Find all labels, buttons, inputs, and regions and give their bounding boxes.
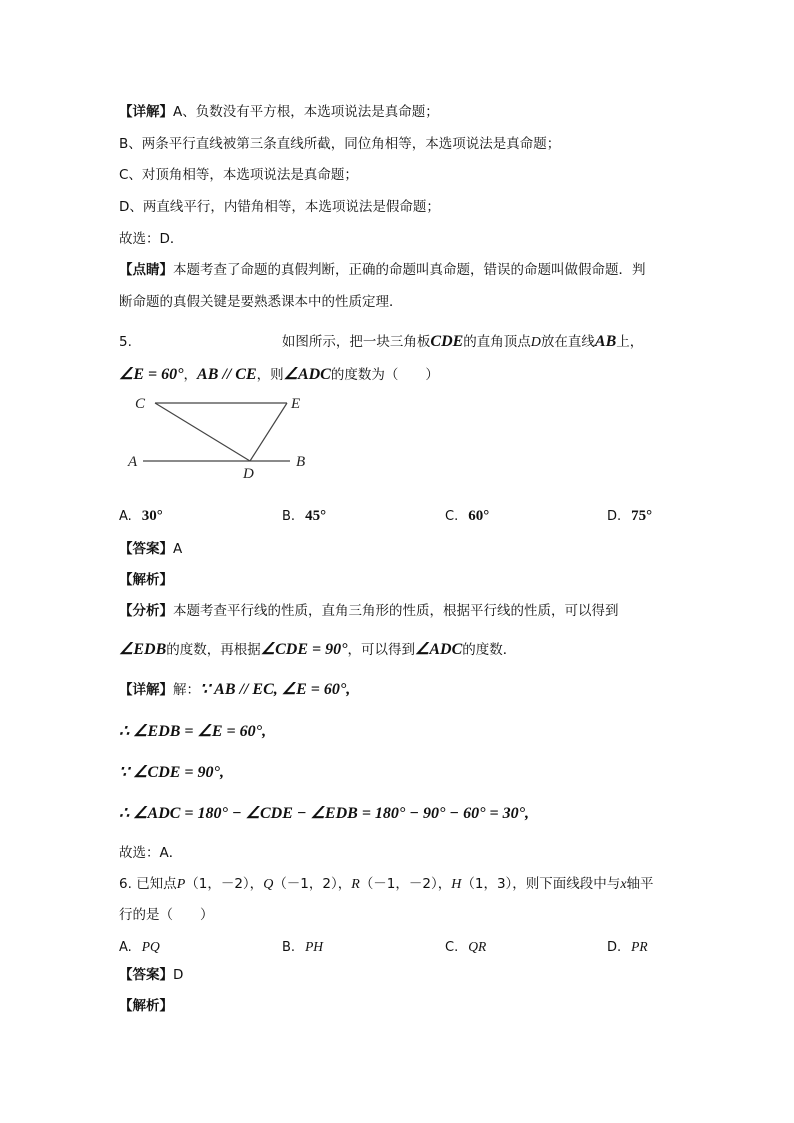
q5-option-d-value: 75° (631, 508, 653, 524)
q5-t2: 的直角顶点 (463, 334, 531, 350)
q5-option-d-letter: D. (607, 509, 622, 524)
detail-tag: 【详解】 (119, 104, 173, 120)
q5-number: 5. (119, 334, 132, 350)
detail-line-c: C、对顶角相等，本选项说法是真命题； (119, 167, 358, 183)
q5-detail-line-1 (119, 680, 350, 700)
q5-condition-2: AB // CE (197, 366, 257, 383)
q6-point-p: P (176, 877, 186, 892)
q6-option-a-letter: A. (119, 940, 132, 955)
q5-step-3: ∵ ∠CDE = 90°, (119, 764, 224, 781)
label-d: D (243, 466, 254, 482)
q5-t6: 的度数为（ ） (330, 367, 439, 383)
q6-x-axis: x (620, 877, 627, 892)
q5-t3: 放在直线 (540, 334, 595, 350)
label-c: C (135, 396, 146, 412)
q5-option-a[interactable] (119, 506, 163, 527)
comment-line-2: 断命题的真假关键是要熟悉课本中的性质定理． (119, 294, 403, 310)
segment-cd (155, 403, 250, 461)
q6-option-b-letter: B. (282, 940, 296, 955)
q5-fenxi-t3: 的度数． (462, 642, 517, 658)
q5-answer-value: A (173, 541, 183, 557)
q5-option-c-letter: C. (445, 509, 459, 524)
detail-a-text: A、负数没有平方根，本选项说法是真命题； (173, 104, 439, 120)
q5-m3: AB (594, 333, 617, 350)
q5-t5: ，则 (256, 367, 284, 383)
q5-step-1: ∵ AB // EC, ∠E = 60°, (200, 681, 351, 698)
q5-fenxi-t2: ，可以得到 (347, 642, 416, 658)
label-b: B (296, 454, 306, 470)
q5-option-b[interactable] (282, 506, 326, 527)
q5-option-a-letter: A. (119, 509, 132, 524)
q5-fenxi-text-1: 本题考查平行线的性质，直角三角形的性质，根据平行线的性质，可以得到 (173, 603, 619, 619)
q5-answer-tag: 【答案】 (119, 541, 173, 557)
q6-option-d-letter: D. (607, 940, 622, 955)
q6-t1: 已知点 (136, 876, 177, 892)
q5-t4: 上， (616, 334, 644, 350)
q5-fenxi-m1: ∠EDB (119, 641, 167, 658)
q5-fenxi-m2: ∠CDE = 90° (260, 641, 348, 658)
q5-m1: CDE (430, 333, 464, 350)
q5-option-c[interactable] (445, 506, 489, 527)
segment-ed (250, 403, 287, 461)
q5-answer (119, 539, 182, 559)
q5-stem-line-1 (119, 332, 643, 353)
detail-line-b: B、两条平行直线被第三条直线所截，同位角相等，本选项说法是真命题； (119, 136, 561, 152)
q6-option-d[interactable] (607, 937, 648, 958)
q5-fenxi-m3: ∠ADC (415, 641, 463, 658)
label-a: A (128, 454, 138, 470)
q6-option-c[interactable] (445, 937, 486, 958)
comment-line-1 (119, 260, 646, 280)
detail-choose: 故选：D． (119, 231, 184, 247)
q5-m2: D (530, 335, 541, 350)
q6-number: 6. (119, 876, 132, 892)
q5-option-a-value: 30° (141, 508, 163, 524)
q5-step-2: ∴ ∠EDB = ∠E = 60°, (119, 723, 267, 740)
q6-point-p-coord: （1，－2）， (185, 876, 264, 892)
q6-point-r: R (351, 877, 360, 892)
q5-fenxi-tag: 【分析】 (119, 603, 173, 619)
comment-tag: 【点睛】 (119, 262, 173, 278)
q5-figure (125, 390, 320, 482)
q5-choose: 故选：A． (119, 845, 183, 861)
q6-point-h: H (451, 877, 462, 892)
q5-t1: 如图所示，把一块三角板 (281, 334, 431, 350)
q6-answer-value: D (173, 967, 184, 983)
q6-analysis-tag: 【解析】 (119, 998, 173, 1014)
q5-option-b-value: 45° (305, 508, 327, 524)
q5-step-4: ∴ ∠ADC = 180° − ∠CDE − ∠EDB = 180° − 90° − 60° = 30°, (119, 805, 530, 822)
q5-detail-solve: 解： (173, 682, 200, 698)
q6-answer-tag: 【答案】 (119, 967, 173, 983)
q6-option-b[interactable] (282, 937, 323, 958)
q6-option-c-letter: C. (445, 940, 459, 955)
q5-option-b-letter: B. (282, 509, 296, 524)
q5-option-c-value: 60° (468, 508, 490, 524)
q5-option-d[interactable] (607, 506, 652, 527)
q5-fenxi-t1: 的度数，再根据 (166, 642, 261, 658)
q5-fenxi-line-1 (119, 601, 619, 621)
q6-option-d-value: PR (631, 939, 648, 954)
q6-option-b-value: PH (305, 939, 324, 954)
q6-option-c-value: QR (468, 939, 487, 954)
q6-t2: 轴平 (626, 876, 654, 892)
q6-option-a-value: PQ (141, 939, 160, 954)
q5-analysis-tag: 【解析】 (119, 572, 173, 588)
q6-stem-line-2: 行的是（ ） (119, 907, 214, 923)
q6-stem-line-1 (119, 874, 654, 895)
q6-point-r-coord: （－1，－2）， (359, 876, 452, 892)
detail-line-a (119, 102, 439, 122)
detail-line-d: D、两直线平行，内错角相等，本选项说法是假命题； (119, 199, 440, 215)
comment-text-1: 本题考查了命题的真假判断，正确的命题叫真命题，错误的命题叫做假命题．判 (173, 262, 646, 278)
q6-point-q: Q (263, 877, 274, 892)
q5-condition-1: ∠E = 60° (119, 366, 184, 383)
q5-stem-line-2: ∠E = 60°，AB // CE，则∠ADC的度数为（ ） (119, 366, 439, 383)
q6-option-a[interactable] (119, 937, 160, 958)
q5-condition-3: ∠ADC (283, 366, 331, 383)
q6-point-q-coord: （－1，2）， (273, 876, 352, 892)
q6-point-h-coord: （1，3），则下面线段中与 (461, 876, 621, 892)
q5-detail-tag: 【详解】 (119, 682, 173, 698)
q5-fenxi-line-2 (119, 640, 516, 660)
q6-answer (119, 965, 183, 985)
label-e: E (291, 396, 301, 412)
